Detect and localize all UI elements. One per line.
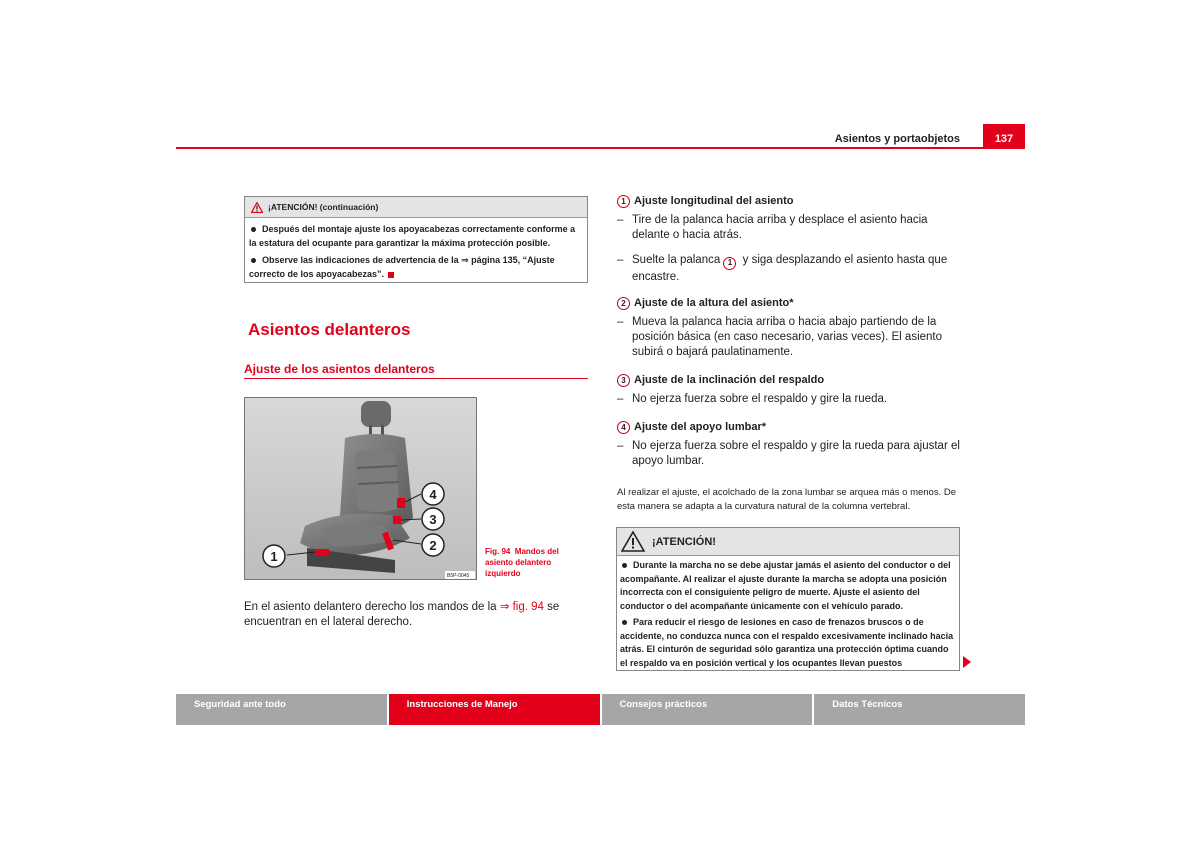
seat-illustration [245,398,477,580]
warning-continued-header [245,197,587,218]
svg-text:3: 3 [429,512,437,527]
figure-code: B5P-0045 [447,573,470,579]
figure-caption: Fig. 94 Mandos del asiento delantero izquierdo [485,547,559,578]
warning-item: Durante la marcha no se debe ajustar jamás el asiento del conductor o del acompañante. Al realizar el ajuste durante la marcha se adopta una posición incorrecta con el consiguiente peligro de muerte. Ajuste el asiento del conductor o del acompañante únicamente con el vehículo parado. [620,560,951,611]
step-number-icon: 4 [617,421,630,434]
bullet-icon [251,227,256,232]
subsection-title: Ajuste de los asientos delanteros [244,362,435,376]
list-item: – Mueva la palanca hacia arriba o hacia abajo partiendo de la posición básica (en caso necesario, varias veces). El asiento subirá o bajará paulatinamente. [617,316,943,358]
svg-text:1: 1 [270,549,278,564]
step-number-icon: 1 [617,195,630,208]
step-number-icon: 3 [617,374,630,387]
tab-instrucciones[interactable]: Instrucciones de Manejo [389,694,600,725]
warning-continued-title: ¡ATENCIÓN! (continuación) [268,202,379,212]
step-title: Ajuste de la altura del asiento* [634,297,794,309]
page-reference-link[interactable]: Observe las indicaciones de advertencia de la ⇒ página 135, “Ajuste correcto de los apoyacabezas”. [249,255,555,279]
step-2 [617,296,962,360]
warning-continued-item [249,253,583,281]
chapter-title: Asientos y portaobjetos [834,133,960,145]
end-square-icon [388,272,394,278]
callout-1 [263,545,285,567]
figure-link[interactable]: ⇒ fig. 94 [499,601,544,613]
seat-figure [244,397,477,580]
svg-text:4: 4 [429,487,437,502]
step-title: Ajuste del apoyo lumbar* [634,421,767,433]
warning-title: ¡ATENCIÓN! [652,535,716,548]
bullet-icon [622,620,627,625]
warning-continued-item: Después del montaje ajuste los apoyacabezas correctamente conforme a la estatura del ocupante para garantizar la máxima protección posible. [249,224,576,248]
bullet-icon [251,258,256,263]
warning-box [616,527,960,671]
body-text: En el asiento delantero derecho los mandos de la ⇒ fig. 94 se encuentran en el lateral derecho. [244,601,560,628]
warning-triangle-icon [621,531,645,552]
section-title: Asientos delanteros [248,320,411,339]
subsection-rule [244,378,588,379]
lever-ref-icon: 1 [723,257,736,270]
page-number: 137 [983,124,1025,148]
list-item: – Tire de la palanca hacia arriba y desplace el asiento hacia delante o hacia atrás. [617,214,928,241]
list-item: – Suelte la palanca 1 y siga desplazando el asiento hasta que encastre. [617,254,948,283]
tab-consejos[interactable]: Consejos prácticos [602,694,813,725]
bullet-icon [622,563,627,568]
warning-triangle-icon [251,202,263,213]
tab-datos-tecnicos[interactable]: Datos Técnicos [814,694,1025,725]
step-3 [617,373,962,407]
callout-3 [422,508,444,530]
step-title: Ajuste longitudinal del asiento [634,195,794,207]
warning-item: Para reducir el riesgo de lesiones en caso de frenazos bruscos o de accidente, no conduzca nunca con el respaldo excesivamente inclinado hacia atrás. El cinturón de seguridad sólo garantiza una protección óptima cuando el respaldo va en posición vertical y los ocupantes llevan puestos [620,617,954,668]
callout-2 [422,534,444,556]
step-title: Ajuste de la inclinación del respaldo [634,374,825,386]
footer-nav [176,694,1025,725]
callout-4 [422,483,444,505]
warning-header [617,528,959,556]
warning-continued-box [244,196,588,283]
step-number-icon: 2 [617,297,630,310]
step-1 [617,194,962,285]
list-item: – No ejerza fuerza sobre el respaldo y gire la rueda para ajustar el apoyo lumbar. [617,440,960,467]
continue-arrow-icon [963,656,971,668]
list-item: – No ejerza fuerza sobre el respaldo y gire la rueda. [617,393,888,405]
tab-seguridad[interactable]: Seguridad ante todo [176,694,387,725]
note-text: Al realizar el ajuste, el acolchado de la zona lumbar se arquea más o menos. De esta manera se adapta a la curvatura natural de la columna vertebral. [617,487,957,512]
step-4 [617,420,962,469]
svg-text:2: 2 [429,538,437,553]
header-rule [176,147,1025,149]
